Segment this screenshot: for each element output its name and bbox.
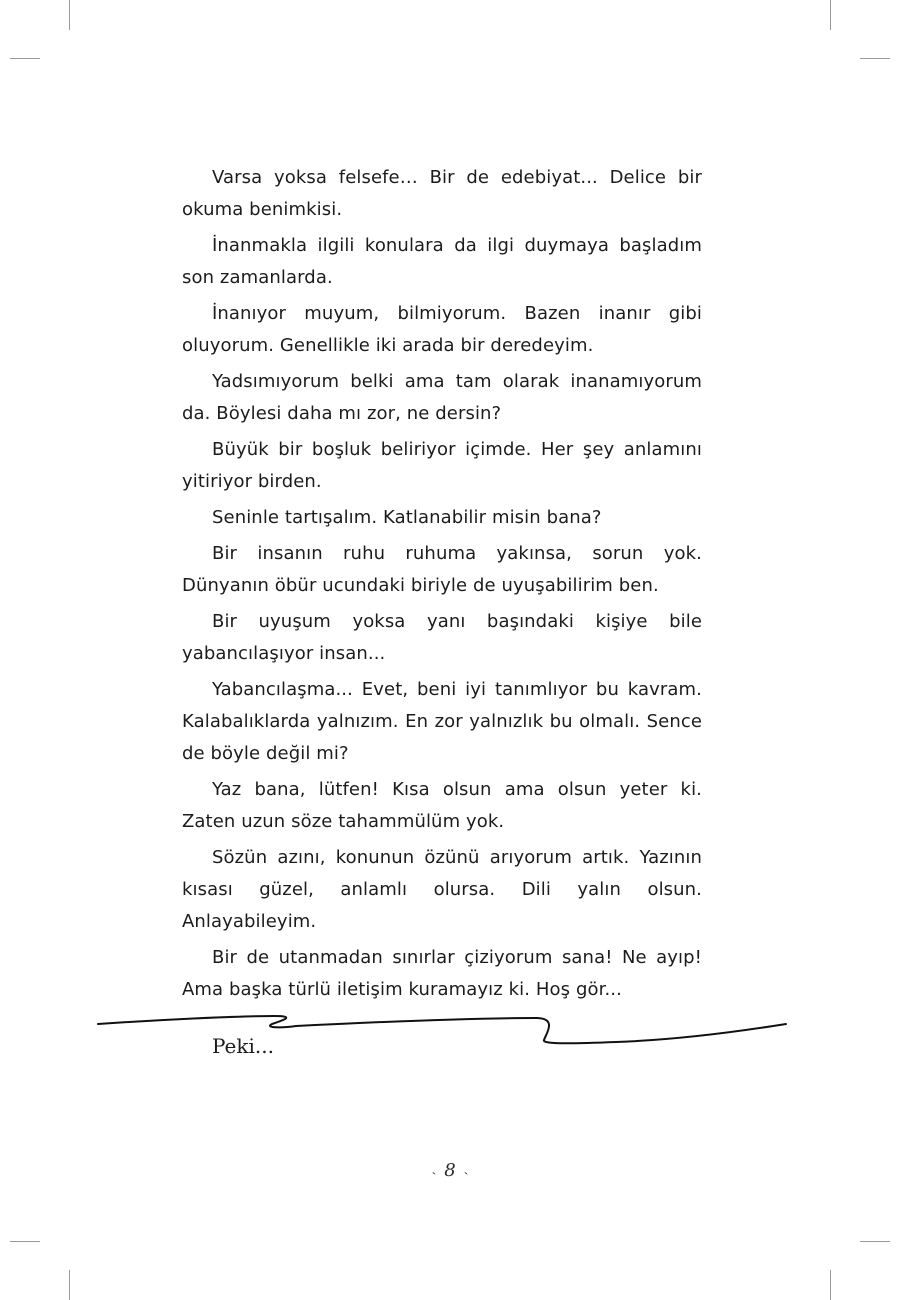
paragraph: Büyük bir boşluk beliriyor içimde. Her şey anlamını yitiriyor birden.: [182, 439, 702, 492]
crop-mark-top-left-horizontal: [10, 58, 40, 59]
page-number-footer: [0, 1160, 900, 1181]
reply-text: Peki...: [212, 1034, 274, 1058]
crop-mark-bottom-left-horizontal: [10, 1241, 40, 1242]
paragraph: Yadsımıyorum belki ama tam olarak inanamıyorum da. Böylesi daha mı zor, ne dersin?: [182, 371, 702, 424]
paragraph: Bir uyuşum yoksa yanı başındaki kişiye bile yabancılaşıyor insan...: [182, 611, 702, 664]
crop-mark-bottom-left-vertical: [69, 1270, 70, 1300]
paragraph: Sözün azını, konunun özünü arıyorum artık. Yazının kısası güzel, anlamlı olursa. Dili yalın olsun. Anlayabileyim.: [182, 847, 702, 932]
letter-body: [182, 162, 702, 1010]
crop-mark-top-left-vertical: [69, 0, 70, 30]
paragraph: Varsa yoksa felsefe… Bir de edebiyat... Delice bir okuma benimkisi.: [182, 167, 702, 220]
crop-mark-top-right-horizontal: [860, 58, 890, 59]
paragraph: Yaz bana, lütfen! Kısa olsun ama olsun yeter ki. Zaten uzun söze tahammülüm yok.: [182, 779, 702, 832]
ornament-left-icon: ˴: [431, 1164, 437, 1180]
page-number: 8: [444, 1160, 456, 1181]
paragraph: Yabancılaşma... Evet, beni iyi tanımlıyor bu kavram. Kalabalıklarda yalnızım. En zor yalnızlık bu olmalı. Sence de böyle değil mi?: [182, 679, 702, 764]
crop-mark-bottom-right-horizontal: [860, 1241, 890, 1242]
ornament-right-icon: ˴: [463, 1164, 469, 1180]
paragraph: İnanıyor muyum, bilmiyorum. Bazen inanır gibi oluyorum. Genellikle iki arada bir deredeyim.: [182, 303, 702, 356]
paragraph: Seninle tartışalım. Katlanabilir misin bana?: [212, 507, 602, 528]
crop-mark-top-right-vertical: [830, 0, 831, 30]
paragraph: Bir de utanmadan sınırlar çiziyorum sana! Ne ayıp! Ama başka türlü iletişim kuramayız ki. Hoş gör...: [182, 947, 702, 1000]
paragraph: Bir insanın ruhu ruhuma yakınsa, sorun yok. Dünyanın öbür ucundaki biriyle de uyuşabilirim ben.: [182, 543, 702, 596]
crop-mark-bottom-right-vertical: [830, 1270, 831, 1300]
paragraph: İnanmakla ilgili konulara da ilgi duymaya başladım son zamanlarda.: [182, 235, 702, 288]
wavy-divider-line: [96, 1010, 790, 1054]
